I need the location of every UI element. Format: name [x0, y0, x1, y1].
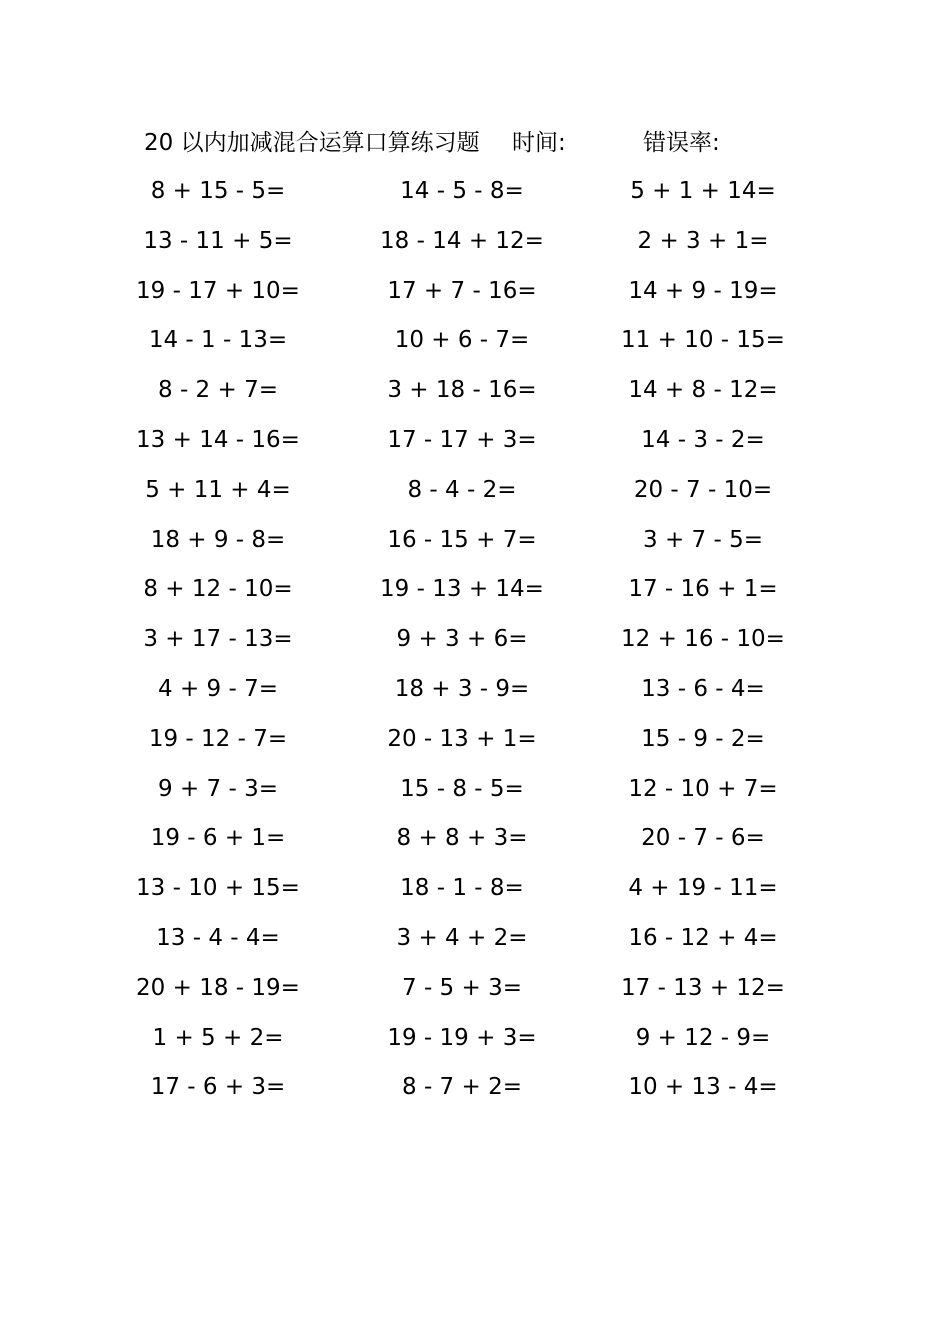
problem-item: 15 - 9 - 2=	[641, 725, 765, 752]
problem-item: 5 + 1 + 14=	[630, 178, 776, 204]
problem-row	[0, 771, 950, 821]
problem-item: 14 - 5 - 8=	[400, 178, 524, 204]
problem-item: 15 - 8 - 5=	[400, 775, 524, 802]
problem-row	[0, 671, 950, 721]
problem-item: 19 - 6 + 1=	[150, 825, 286, 852]
problem-item: 20 + 18 - 19=	[136, 974, 300, 1001]
problem-item: 12 + 16 - 10=	[621, 626, 785, 653]
problem-item: 17 - 13 + 12=	[621, 974, 785, 1001]
problem-item: 13 - 10 + 15=	[136, 875, 300, 902]
problem-row	[0, 1020, 950, 1070]
time-label: 时间:	[512, 130, 566, 156]
problem-item: 20 - 7 - 10=	[633, 476, 773, 503]
problem-item: 13 + 14 - 16=	[136, 426, 300, 453]
problem-item: 19 - 17 + 10=	[136, 277, 300, 304]
problem-row	[0, 970, 950, 1020]
problem-item: 13 - 6 - 4=	[641, 675, 765, 702]
problem-item: 10 + 13 - 4=	[628, 1074, 778, 1101]
problem-row	[0, 372, 950, 422]
problem-item: 19 - 12 - 7=	[148, 725, 288, 752]
problem-item: 8 + 12 - 10=	[143, 576, 293, 603]
problem-item: 18 - 14 + 12=	[380, 227, 544, 254]
problem-row	[0, 273, 950, 323]
problem-row	[0, 920, 950, 970]
problem-item: 9 + 12 - 9=	[635, 1024, 771, 1051]
problem-item: 14 + 8 - 12=	[628, 377, 778, 404]
problem-item: 3 + 18 - 16=	[387, 377, 537, 404]
problem-item: 19 - 13 + 14=	[380, 576, 544, 603]
problem-item: 10 + 6 - 7=	[394, 327, 530, 354]
problem-item: 16 - 12 + 4=	[628, 924, 778, 951]
problem-row	[0, 721, 950, 771]
problem-item: 3 + 7 - 5=	[643, 526, 763, 553]
error-rate-label: 错误率:	[643, 130, 720, 156]
problem-item: 3 + 4 + 2=	[396, 924, 528, 951]
problem-row	[0, 173, 950, 223]
problem-item: 17 + 7 - 16=	[387, 277, 537, 304]
problem-item: 18 + 3 - 9=	[394, 675, 530, 702]
problem-item: 8 - 7 + 2=	[402, 1074, 522, 1101]
problem-item: 12 - 10 + 7=	[628, 775, 778, 802]
problem-item: 1 + 5 + 2=	[152, 1024, 284, 1051]
problem-item: 8 + 8 + 3=	[396, 825, 528, 852]
problem-item: 13 - 11 + 5=	[143, 227, 293, 254]
problem-item: 20 - 7 - 6=	[641, 825, 765, 852]
problem-item: 17 - 17 + 3=	[387, 426, 537, 453]
problem-item: 17 - 6 + 3=	[150, 1074, 286, 1101]
problem-grid	[0, 173, 950, 1119]
problem-row	[0, 322, 950, 372]
problem-item: 5 + 11 + 4=	[145, 476, 291, 503]
problem-item: 14 - 1 - 13=	[148, 327, 288, 354]
problem-item: 8 + 15 - 5=	[150, 178, 286, 204]
problem-row	[0, 1069, 950, 1119]
problem-item: 8 - 4 - 2=	[407, 476, 517, 503]
problem-row	[0, 870, 950, 920]
problem-row	[0, 621, 950, 671]
problem-item: 7 - 5 + 3=	[402, 974, 522, 1001]
problem-row	[0, 571, 950, 621]
problem-row	[0, 422, 950, 472]
problem-item: 18 + 9 - 8=	[150, 526, 286, 553]
problem-item: 9 + 3 + 6=	[396, 626, 528, 653]
problem-item: 18 - 1 - 8=	[400, 875, 524, 902]
problem-item: 2 + 3 + 1=	[637, 227, 769, 254]
problem-row	[0, 223, 950, 273]
problem-item: 14 + 9 - 19=	[628, 277, 778, 304]
problem-item: 8 - 2 + 7=	[158, 377, 278, 404]
problem-item: 13 - 4 - 4=	[156, 924, 280, 951]
problem-row	[0, 472, 950, 522]
problem-item: 4 + 9 - 7=	[158, 675, 278, 702]
problem-item: 11 + 10 - 15=	[621, 327, 785, 354]
problem-item: 17 - 16 + 1=	[628, 576, 778, 603]
problem-item: 14 - 3 - 2=	[641, 426, 765, 453]
problem-row	[0, 522, 950, 572]
problem-item: 16 - 15 + 7=	[387, 526, 537, 553]
problem-item: 4 + 19 - 11=	[628, 875, 778, 902]
problem-item: 3 + 17 - 13=	[143, 626, 293, 653]
problem-item: 20 - 13 + 1=	[387, 725, 537, 752]
problem-item: 9 + 7 - 3=	[158, 775, 278, 802]
problem-row	[0, 820, 950, 870]
worksheet-title: 20 以内加减混合运算口算练习题	[144, 130, 480, 156]
problem-item: 19 - 19 + 3=	[387, 1024, 537, 1051]
